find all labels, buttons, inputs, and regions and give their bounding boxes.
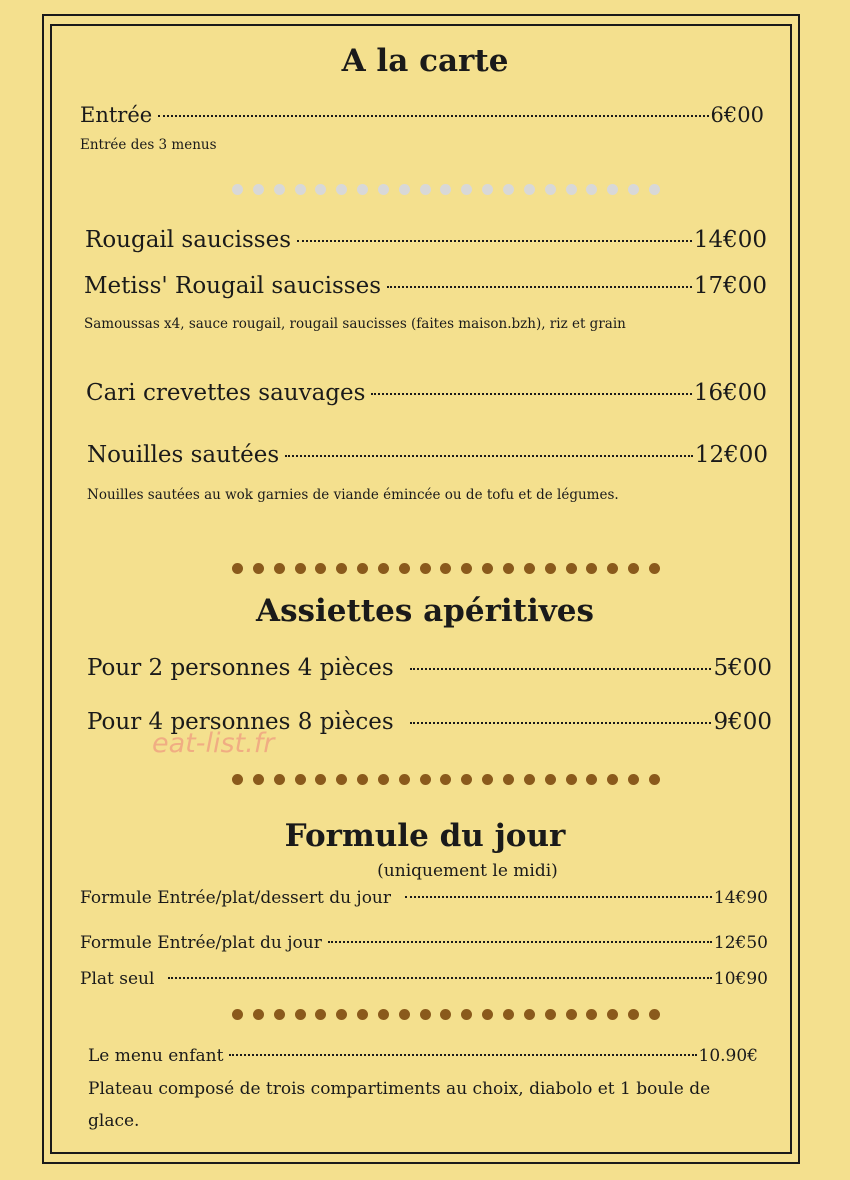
separator-dot <box>566 563 577 574</box>
dot-leader <box>168 977 711 979</box>
separator-dot <box>566 184 577 195</box>
section-subtitle-formule: (uniquement le midi) <box>377 861 558 881</box>
separator-dot <box>399 563 410 574</box>
separator-dots-brown-1 <box>232 563 660 574</box>
separator-dot <box>461 1009 472 1020</box>
separator-dot <box>440 774 451 785</box>
separator-dot <box>295 563 306 574</box>
item-price: 6€00 <box>710 103 764 127</box>
separator-dot <box>566 1009 577 1020</box>
item-label: Cari crevettes sauvages <box>86 380 366 406</box>
separator-dot <box>482 563 493 574</box>
menu-item-enfant <box>88 1046 758 1066</box>
section-title-carte: A la carte <box>341 43 509 79</box>
item-label: Plat seul <box>80 969 155 989</box>
enfant-description-line-2: glace. <box>88 1111 140 1131</box>
separator-dot <box>378 774 389 785</box>
separator-dot <box>440 184 451 195</box>
menu-item-entree <box>80 103 764 127</box>
item-note-metiss: Samoussas x4, sauce rougail, rougail saucisses (faites maison.bzh), riz et grain <box>84 316 626 332</box>
item-price: 12€00 <box>694 442 768 468</box>
separator-dot <box>295 184 306 195</box>
dot-leader <box>285 455 693 457</box>
separator-dot <box>315 563 326 574</box>
separator-dot <box>315 184 326 195</box>
separator-dot <box>399 1009 410 1020</box>
item-label: Pour 2 personnes 4 pièces <box>87 655 394 681</box>
menu-item-aperitive-2 <box>87 655 772 681</box>
item-price: 16€00 <box>693 380 767 406</box>
menu-item-formule-2 <box>80 933 768 953</box>
separator-dot <box>399 184 410 195</box>
item-price: 14€00 <box>693 227 767 253</box>
separator-dot <box>378 184 389 195</box>
separator-dot <box>545 1009 556 1020</box>
separator-dot <box>482 1009 493 1020</box>
dot-leader <box>387 286 692 288</box>
item-price: 5€00 <box>713 655 772 681</box>
separator-dot <box>607 184 618 195</box>
separator-dot <box>336 563 347 574</box>
watermark: eat-list.fr <box>152 728 275 759</box>
separator-dot <box>420 184 431 195</box>
separator-dot <box>420 1009 431 1020</box>
menu-item-formule-1 <box>80 888 768 908</box>
item-price: 10€90 <box>713 969 768 989</box>
separator-dot <box>274 563 285 574</box>
separator-dot <box>649 774 660 785</box>
separator-dot <box>545 774 556 785</box>
item-note-nouilles: Nouilles sautées au wok garnies de viande émincée ou de tofu et de légumes. <box>87 487 619 503</box>
separator-dot <box>357 184 368 195</box>
item-note-entree: Entrée des 3 menus <box>80 137 217 153</box>
separator-dots-brown-2 <box>232 774 660 785</box>
separator-dot <box>378 1009 389 1020</box>
separator-dot <box>232 1009 243 1020</box>
item-label: Le menu enfant <box>88 1046 224 1066</box>
item-price: 12€50 <box>713 933 768 953</box>
separator-dot <box>232 774 243 785</box>
separator-dot <box>440 563 451 574</box>
separator-dot <box>524 774 535 785</box>
separator-dot <box>336 774 347 785</box>
separator-dot <box>566 774 577 785</box>
separator-dot <box>274 774 285 785</box>
separator-dot <box>461 563 472 574</box>
separator-dot <box>586 563 597 574</box>
separator-dot <box>253 184 264 195</box>
separator-dot <box>628 774 639 785</box>
separator-dot <box>461 184 472 195</box>
separator-dot <box>545 184 556 195</box>
separator-dot <box>295 774 306 785</box>
item-price: 10.90€ <box>698 1046 758 1066</box>
separator-dot <box>357 563 368 574</box>
separator-dot <box>628 563 639 574</box>
item-price: 14€90 <box>713 888 768 908</box>
separator-dot <box>274 184 285 195</box>
separator-dot <box>503 563 514 574</box>
item-label: Nouilles sautées <box>87 442 280 468</box>
separator-dot <box>440 1009 451 1020</box>
separator-dot <box>420 563 431 574</box>
separator-dot <box>607 563 618 574</box>
dot-leader <box>410 722 712 724</box>
dot-leader <box>297 240 692 242</box>
separator-dot <box>274 1009 285 1020</box>
separator-dot <box>461 774 472 785</box>
separator-dot <box>628 184 639 195</box>
menu-item-cari <box>86 380 767 406</box>
separator-dot <box>545 563 556 574</box>
separator-dot <box>607 774 618 785</box>
separator-dot <box>232 184 243 195</box>
dot-leader <box>371 393 691 395</box>
menu-item-metiss <box>84 273 767 299</box>
separator-dot <box>315 774 326 785</box>
separator-dot <box>336 1009 347 1020</box>
separator-dot <box>357 774 368 785</box>
separator-dot <box>336 184 347 195</box>
separator-dot <box>482 774 493 785</box>
dot-leader <box>229 1054 696 1056</box>
dot-leader <box>158 115 708 117</box>
item-label: Pour 4 personnes 8 pièces <box>87 709 394 735</box>
separator-dot <box>399 774 410 785</box>
separator-dot <box>253 1009 264 1020</box>
separator-dot <box>295 1009 306 1020</box>
item-label: Formule Entrée/plat/dessert du jour <box>80 888 392 908</box>
menu-item-rougail <box>85 227 767 253</box>
section-title-formule: Formule du jour <box>284 818 566 854</box>
separator-dot <box>253 774 264 785</box>
enfant-description-line-1: Plateau composé de trois compartiments au choix, diabolo et 1 boule de <box>88 1079 711 1099</box>
section-title-aperitives: Assiettes apéritives <box>256 593 594 629</box>
separator-dot <box>628 1009 639 1020</box>
separator-dot <box>482 184 493 195</box>
item-price: 9€00 <box>713 709 772 735</box>
item-label: Metiss' Rougail saucisses <box>84 273 382 299</box>
separator-dot <box>503 1009 514 1020</box>
separator-dot <box>586 184 597 195</box>
dot-leader <box>410 668 712 670</box>
separator-dot <box>586 1009 597 1020</box>
separator-dot <box>524 184 535 195</box>
separator-dot <box>524 563 535 574</box>
separator-dot <box>649 563 660 574</box>
separator-dot <box>607 1009 618 1020</box>
separator-dot <box>503 184 514 195</box>
separator-dot <box>649 184 660 195</box>
separator-dot <box>315 1009 326 1020</box>
dot-leader <box>328 941 712 943</box>
separator-dot <box>503 774 514 785</box>
item-price: 17€00 <box>693 273 767 299</box>
item-label: Rougail saucisses <box>85 227 292 253</box>
separator-dot <box>232 563 243 574</box>
separator-dot <box>524 1009 535 1020</box>
separator-dots-brown-3 <box>232 1009 660 1020</box>
separator-dots-light <box>232 184 660 195</box>
separator-dot <box>357 1009 368 1020</box>
separator-dot <box>378 563 389 574</box>
menu-item-nouilles <box>87 442 768 468</box>
separator-dot <box>420 774 431 785</box>
separator-dot <box>586 774 597 785</box>
separator-dot <box>649 1009 660 1020</box>
item-label: Entrée <box>80 103 153 127</box>
item-label: Formule Entrée/plat du jour <box>80 933 322 953</box>
separator-dot <box>253 563 264 574</box>
dot-leader <box>405 896 712 898</box>
menu-item-formule-3 <box>80 969 768 989</box>
